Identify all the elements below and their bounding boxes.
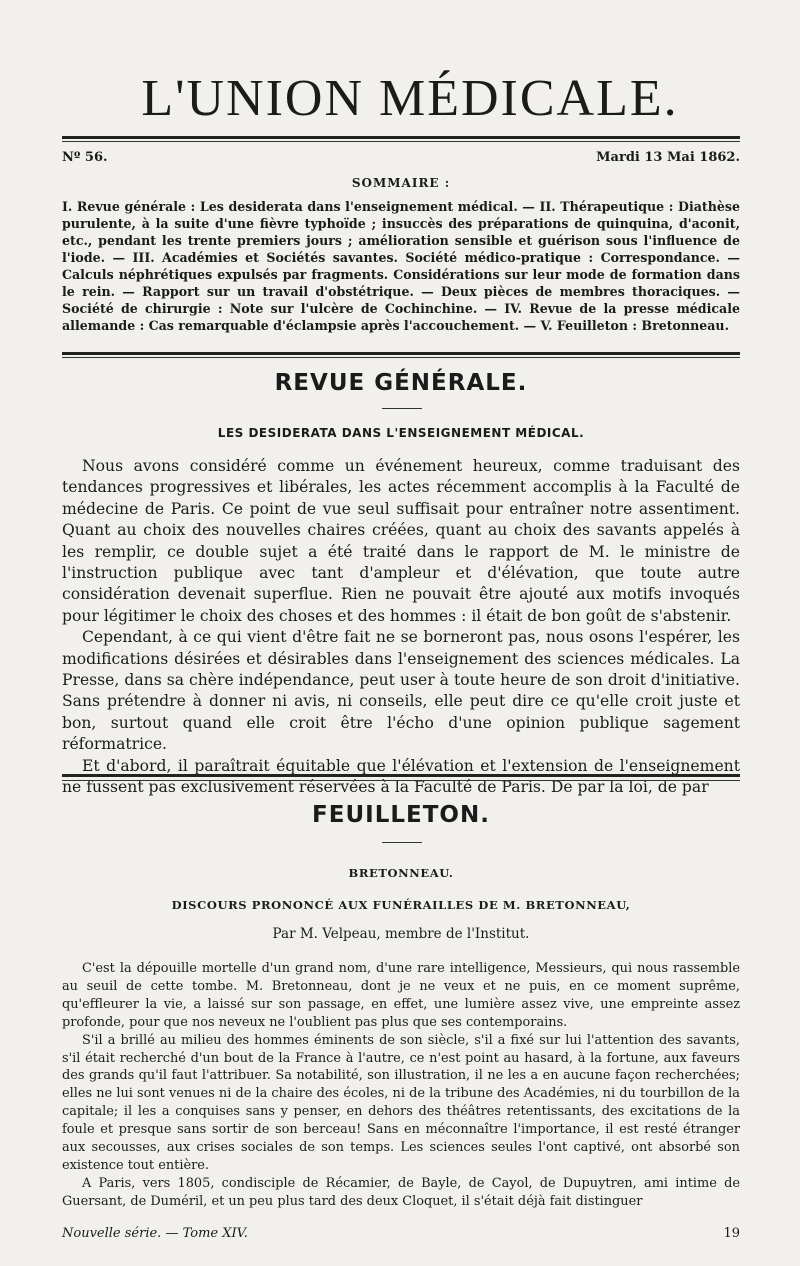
issue-line	[62, 150, 740, 165]
sommaire-title: SOMMAIRE :	[351, 176, 451, 190]
revue-subtitle: LES DESIDERATA DANS L'ENSEIGNEMENT MÉDICAL.	[217, 426, 585, 440]
feuilleton-title-rule	[382, 842, 422, 843]
page-footer	[62, 1226, 740, 1241]
revue-paragraph: Et d'abord, il paraîtrait équitable que l'élévation et l'extension de l'enseignement ne fussent pas exclusivement réservées à la Faculté de Paris. De par la loi, de par	[62, 756, 740, 797]
page-number: 19	[723, 1226, 740, 1241]
issue-number: Nº 56.	[62, 150, 108, 165]
series-volume: Nouvelle série. — Tome XIV.	[62, 1226, 248, 1241]
feuilleton-author: Par M. Velpeau, membre de l'Institut.	[272, 926, 530, 942]
feuilleton-body	[62, 960, 740, 1211]
revue-body	[62, 456, 740, 799]
feuilleton-title: FEUILLETON.	[312, 802, 490, 828]
revue-title: REVUE GÉNÉRALE.	[274, 370, 528, 396]
feuilleton-paragraph: A Paris, vers 1805, condisciple de Récamier, de Bayle, de Cayol, de Dupuytren, ami intime de Guersant, de Duméril, et un peu plus tard des deux Cloquet, il s'était déjà fait distinguer	[62, 1175, 740, 1209]
issue-date: Mardi 13 Mai 1862.	[596, 150, 740, 165]
masthead-title: L'UNION MÉDICALE.	[141, 70, 679, 127]
feuilleton-paragraph: S'il a brillé au milieu des hommes éminents de son siècle, s'il a fixé sur lui l'attention des savants, s'il était recherché d'un bout de la France à l'autre, ce n'est point au hasard, à la fortune, aux faveurs des grands qu'il faut l'attribuer. Sa notabilité, son illustration, il ne les a en aucune façon recherchées; elles ne lui sont venues ni de la chaire des écoles, ni de la tribune des Académies, ni du tourbillon de la capitale; il les a conquises sans y penser, en dehors des théâtres retentissants, des excitations de la foule et presque sans sortir de son berceau! Sans en méconnaître l'importance, il est resté étranger aux secousses, aux crises sociales de son temps. Les sciences seules l'ont captivé, ont absorbé son existence tout entière.	[62, 1032, 740, 1173]
revue-paragraph: Cependant, à ce qui vient d'être fait ne se borneront pas, nous osons l'espérer, les modifications désirées et désirables dans l'enseignement des sciences médicales. La Presse, dans sa chère indépendance, peut user à toute heure de son droit d'initiative. Sans prétendre à donner ni avis, ni conseils, elle peut dire ce qu'elle croit juste et bon, surtout quand elle croit être l'écho d'une opinion publique sagement réformatrice.	[62, 628, 740, 754]
masthead-rule	[62, 136, 740, 139]
sommaire-text: I. Revue générale : Les desiderata dans l'enseignement médical. — II. Thérapeutique : Diathèse purulente, à la suite d'une fièvre typhoïde ; insuccès des préparations de quinquina, d'aconit, etc., pendant les trente premiers jours ; amélioration sensible et guérison sous l'influence de l'iode. — III. Académies et Sociétés savantes. Société médico-pratique : Correspondance. — Calculs néphrétiques expulsés par fragments. Considérations sur leur mode de formation dans le rein. — Rapport sur un travail d'obstétrique. — Deux pièces de membres thoraciques. — Société de chirurgie : Note sur l'ulcère de Cochinchine. — IV. Revue de la presse médicale allemande : Cas remarquable d'éclampsie après l'accouchement. — V. Feuilleton : Bretonneau.	[62, 199, 740, 333]
revue-paragraph: Nous avons considéré comme un événement heureux, comme traduisant des tendances progressives et libérales, les actes récemment accomplis à la Faculté de médecine de Paris. Ce point de vue seul suffisait pour entraîner notre assentiment. Quant au choix des nouvelles chaires créées, quant au choix des savants appelés à les remplir, ce double sujet a été traité dans le rapport de M. le ministre de l'instruction publique avec tant d'ampleur et d'élévation, que toute autre considération devenait superflue. Rien ne pouvait être ajouté aux motifs invoqués pour légitimer le choix des choses et des hommes : il était de bon goût de s'abstenir.	[62, 457, 740, 625]
masthead-rule-thin	[62, 141, 740, 142]
feuilleton-discours: DISCOURS PRONONCÉ AUX FUNÉRAILLES DE M. BRETONNEAU,	[171, 898, 631, 912]
feuilleton-paragraph: C'est la dépouille mortelle d'un grand nom, d'une rare intelligence, Messieurs, qui nous rassemble au seuil de cette tombe. M. Bretonneau, dont je ne veux et ne puis, en ce moment suprême, qu'effleurer la vie, a laissé sur son passage, en effet, une lumière assez vive, une empreinte assez profonde, pour que nos neveux ne l'oublient pas plus que ses contemporains.	[62, 961, 740, 1030]
revue-title-rule	[382, 408, 422, 409]
feuilleton-divider	[62, 774, 740, 777]
feuilleton-subject: BRETONNEAU.	[348, 866, 454, 880]
feuilleton-divider-thin	[62, 780, 740, 781]
section-divider	[62, 352, 740, 355]
section-divider-thin	[62, 357, 740, 358]
